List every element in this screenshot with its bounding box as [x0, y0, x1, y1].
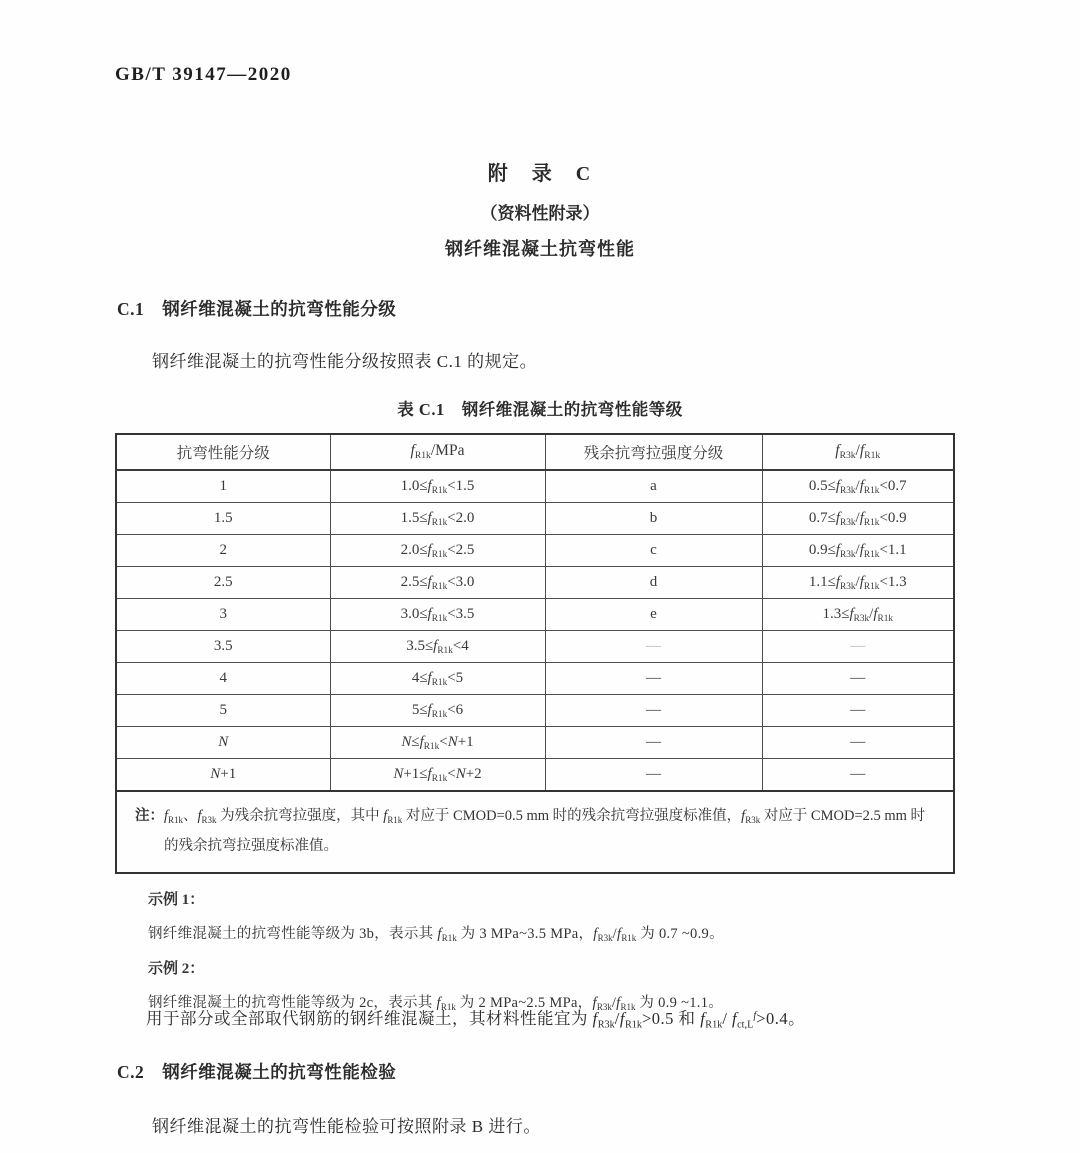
table-row [116, 567, 954, 599]
table-cell: — [545, 759, 762, 792]
table-cell: $2.0\le f_{R1k}<2.5$ [330, 535, 545, 567]
table-row [116, 503, 954, 535]
appendix-title: 附 录 C [487, 163, 593, 185]
table-row [116, 470, 954, 503]
table-cell: $1.0\le f_{R1k}<1.5$ [330, 470, 545, 503]
table-cell: — [545, 631, 762, 663]
table-row [116, 663, 954, 695]
appendix-heading: 钢纤维混凝土抗弯性能 [445, 239, 635, 259]
doc-number: GB/T 39147—2020 [115, 64, 292, 85]
table-cell: $3.5\le f_{R1k}<4$ [330, 631, 545, 663]
table-cell: $0.5\le f_{R3k}/f_{R1k}<0.7$ [762, 470, 954, 503]
section-c2-heading: C.2 钢纤维混凝土的抗弯性能检验 [117, 1062, 397, 1082]
note-text: $f_{R1k}$、$f_{R3k}$ 为残余抗弯拉强度，其中 $f_{R1k}$ 对应于 CMOD=0.5 mm 时的残余抗弯拉强度标准值，$f_{R3k}$ 对应于 CMOD=2.5 mm 时的残余抗弯拉强度标准值。 [164, 808, 926, 854]
table-cell: 3 [116, 599, 330, 631]
table-cell: — [762, 631, 954, 663]
table-cell: N [116, 727, 330, 759]
table-cell: $2.5\le f_{R1k}<3.0$ [330, 567, 545, 599]
table-cell: — [762, 727, 954, 759]
section-c1-paragraph: 钢纤维混凝土的抗弯性能分级按照表 C.1 的规定。 [152, 352, 538, 371]
table-cell: c [545, 535, 762, 567]
table-caption: 表 C.1 钢纤维混凝土的抗弯性能等级 [397, 400, 683, 419]
table-cell: — [545, 727, 762, 759]
col-header-ratio: $f_{R3k}/f_{R1k}$ [762, 434, 954, 470]
col-header-grade: 抗弯性能分级 [116, 434, 330, 470]
example-2-text: 钢纤维混凝土的抗弯性能等级为 2c，表示其 $f_{R1k}$ 为 2 MPa~2.5 MPa，$f_{R3k}/f_{R1k}$ 为 0.9 ~1.1。 [148, 995, 724, 1012]
table-cell: $0.9\le f_{R3k}/f_{R1k}<1.1$ [762, 535, 954, 567]
example-2-label: 示例 2： [148, 961, 205, 977]
col-header-fr1k: $f_{R1k}$/MPa [330, 434, 545, 470]
table-cell: $1.1\le f_{R3k}/f_{R1k}<1.3$ [762, 567, 954, 599]
table-cell: — [762, 663, 954, 695]
table-cell: 1 [116, 470, 330, 503]
table-row [116, 695, 954, 727]
table-cell: e [545, 599, 762, 631]
appendix-subtitle: （资料性附录） [480, 204, 600, 223]
table-cell: $1.5\le f_{R1k}<2.0$ [330, 503, 545, 535]
replacement-paragraph: 用于部分或全部取代钢筋的钢纤维混凝土，其材料性能宜为 $f_{R3k}/f_{R1k}>0.5$ 和 $f_{R1k}/$ $f_{ct,L}^f>0.4$。 [146, 1009, 806, 1031]
appendix-title-block [0, 157, 1080, 261]
table-cell: 3.5 [116, 631, 330, 663]
table-cell: $0.7\le f_{R3k}/f_{R1k}<0.9$ [762, 503, 954, 535]
table-cell: 5 [116, 695, 330, 727]
table-cell: — [545, 695, 762, 727]
table-row [116, 727, 954, 759]
table-cell: $1.3\le f_{R3k}/f_{R1k}$ [762, 599, 954, 631]
table-c1 [115, 433, 955, 874]
table-row [116, 759, 954, 792]
table-header-row [116, 434, 954, 470]
table-cell: $N\le f_{R1k}<N+1$ [330, 727, 545, 759]
table-cell: 2.5 [116, 567, 330, 599]
table-row [116, 535, 954, 567]
table-cell: a [545, 470, 762, 503]
table-cell: N+1 [116, 759, 330, 792]
table-note-cell [116, 791, 954, 873]
table-cell: 1.5 [116, 503, 330, 535]
table-row [116, 631, 954, 663]
example-1-label: 示例 1： [148, 892, 205, 908]
table-cell: 4 [116, 663, 330, 695]
section-c1-heading: C.1 钢纤维混凝土的抗弯性能分级 [117, 299, 397, 319]
section-c2-paragraph: 钢纤维混凝土的抗弯性能检验可按照附录 B 进行。 [152, 1117, 541, 1136]
table-cell: $4\le f_{R1k}<5$ [330, 663, 545, 695]
col-header-residual-grade: 残余抗弯拉强度分级 [545, 434, 762, 470]
table-cell: b [545, 503, 762, 535]
table-cell: d [545, 567, 762, 599]
table-cell: $3.0\le f_{R1k}<3.5$ [330, 599, 545, 631]
table-cell: — [762, 759, 954, 792]
table-cell: $5\le f_{R1k}<6$ [330, 695, 545, 727]
table-row [116, 599, 954, 631]
table-cell: — [762, 695, 954, 727]
note-label: 注： [135, 808, 164, 824]
example-1-text: 钢纤维混凝土的抗弯性能等级为 3b，表示其 $f_{R1k}$ 为 3 MPa~3.5 MPa，$f_{R3k}/f_{R1k}$ 为 0.7 ~0.9。 [148, 926, 724, 943]
table-cell: — [545, 663, 762, 695]
table-cell: $N+1\le f_{R1k}<N+2$ [330, 759, 545, 792]
table-cell: 2 [116, 535, 330, 567]
table-note [135, 801, 937, 861]
table-note-row [116, 791, 954, 873]
table-c1-wrapper [115, 433, 953, 874]
